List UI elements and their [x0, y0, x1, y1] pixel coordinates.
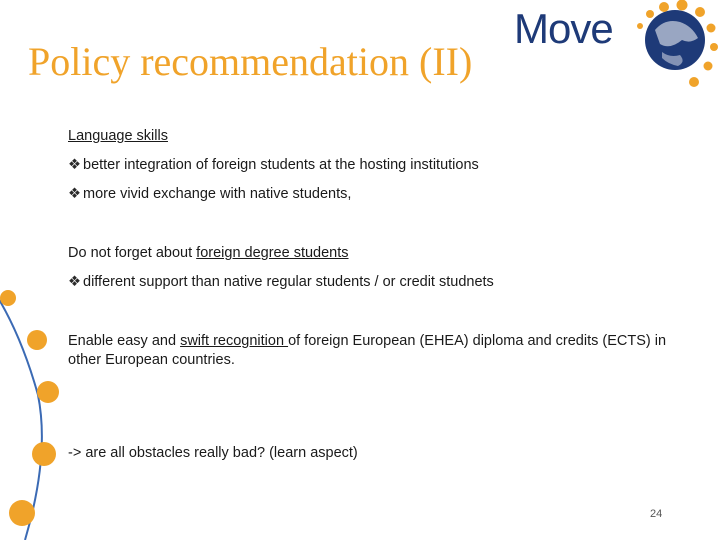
logo-text: Move — [514, 5, 613, 52]
language-skills-heading: Language skills — [68, 128, 168, 144]
do-not-forget-line: Do not forget about foreign degree students — [68, 245, 349, 261]
diamond-bullet-icon: ❖ — [68, 274, 81, 290]
bullet-support: ❖ different support than native regular students / or credit studnets — [68, 274, 494, 290]
bullet-integration: ❖ better integration of foreign students at the hosting institutions — [68, 157, 479, 173]
foreign-degree-students-text: foreign degree students — [196, 245, 349, 261]
diamond-bullet-icon: ❖ — [68, 157, 81, 173]
bullet-exchange: ❖ more vivid exchange with native students, — [68, 186, 352, 202]
swift-recognition-text: swift recognition — [180, 333, 289, 349]
obstacles-question: -> are all obstacles really bad? (learn aspect) — [68, 445, 358, 461]
page-number: 24 — [650, 508, 663, 520]
page-title: Policy recommendation (II) — [28, 39, 473, 84]
recognition-paragraph: Enable easy and swift recognition of foreign European (EHEA) diploma and credits (ECTS) in other European countries. — [68, 333, 667, 368]
diamond-bullet-icon: ❖ — [68, 186, 81, 202]
